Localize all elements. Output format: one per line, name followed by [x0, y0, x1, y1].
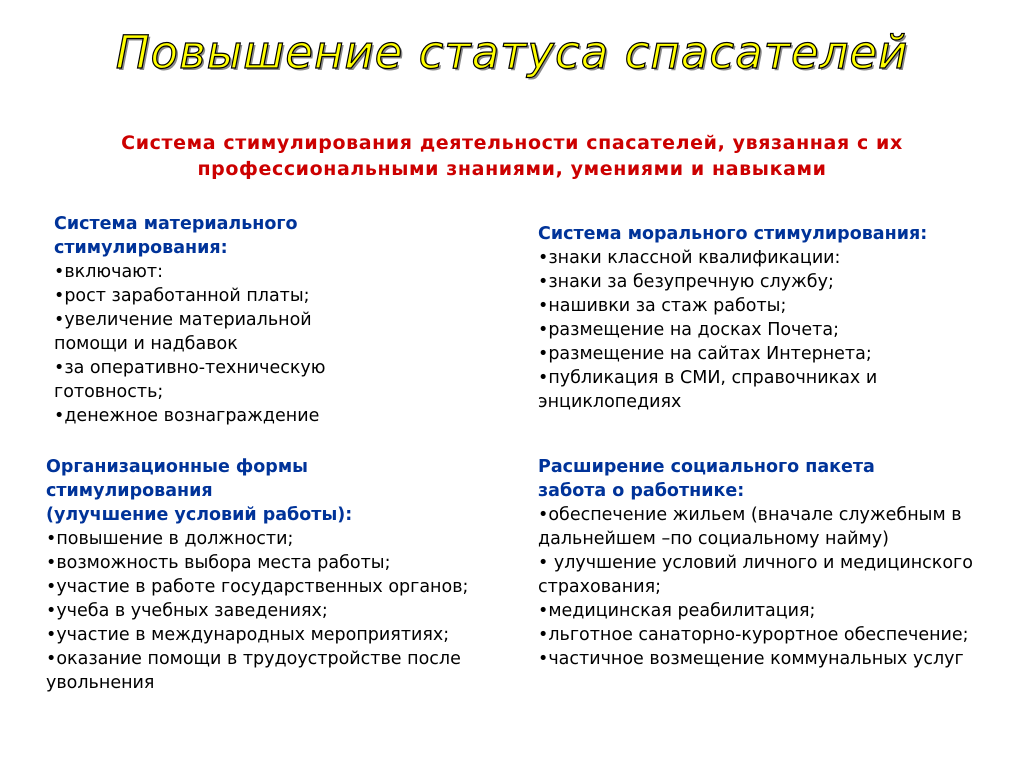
- organizational-heading-line-2: стимулирования: [46, 481, 213, 501]
- moral-item: •знаки классной квалификации:: [538, 248, 841, 268]
- moral-item: •публикация в СМИ, справочниках и энциклопедиях: [538, 368, 878, 412]
- material-item: •включают:: [54, 262, 164, 282]
- social-item: •частичное возмещение коммунальных услуг: [538, 649, 964, 669]
- social-heading-line-2: забота о работнике:: [538, 481, 745, 501]
- subtitle-line-1: Система стимулирования деятельности спасателей, увязанная с их: [121, 132, 903, 154]
- subtitle-line-2: профессиональными знаниями, умениями и навыками: [197, 158, 827, 180]
- organizational-item: •участие в работе государственных органов;: [46, 577, 469, 597]
- material-heading-line-2: стимулирования:: [54, 238, 228, 258]
- moral-stimulation-block: [538, 222, 998, 414]
- social-package-block: [538, 455, 1008, 671]
- moral-item: •размещение на досках Почета;: [538, 320, 839, 340]
- moral-item: •размещение на сайтах Интернета;: [538, 344, 872, 364]
- moral-item: •знаки за безупречную службу;: [538, 272, 834, 292]
- slide-subtitle: [40, 130, 984, 182]
- social-item: •льготное санаторно-курортное обеспечение;: [538, 625, 969, 645]
- organizational-item: •учеба в учебных заведениях;: [46, 601, 328, 621]
- organizational-item: •оказание помощи в трудоустройстве после увольнения: [46, 649, 461, 693]
- organizational-item: •возможность выбора места работы;: [46, 553, 391, 573]
- social-heading-line-1: Расширение социального пакета: [538, 457, 875, 477]
- material-item: •денежное вознаграждение: [54, 406, 320, 426]
- organizational-forms-block: [46, 455, 516, 695]
- moral-heading: Система морального стимулирования:: [538, 224, 928, 244]
- material-item: •рост заработанной платы;: [54, 286, 310, 306]
- organizational-item: •участие в международных мероприятиях;: [46, 625, 450, 645]
- social-item: • улучшение условий личного и медицинского страхования;: [538, 553, 973, 597]
- material-heading-line-1: Система материального: [54, 214, 298, 234]
- material-item: •за оперативно-техническую готовность;: [54, 358, 326, 402]
- moral-item: •нашивки за стаж работы;: [538, 296, 787, 316]
- material-stimulation-block: [54, 212, 374, 428]
- social-item: •обеспечение жильем (вначале служебным в дальнейшем –по социальному найму): [538, 505, 962, 549]
- organizational-item: •повышение в должности;: [46, 529, 294, 549]
- organizational-heading-line-1: Организационные формы: [46, 457, 308, 477]
- material-item: •увеличение материальной помощи и надбавок: [54, 310, 312, 354]
- slide-title: Повышение статуса спасателей: [115, 26, 909, 79]
- social-item: •медицинская реабилитация;: [538, 601, 816, 621]
- organizational-heading-line-3: (улучшение условий работы):: [46, 505, 353, 525]
